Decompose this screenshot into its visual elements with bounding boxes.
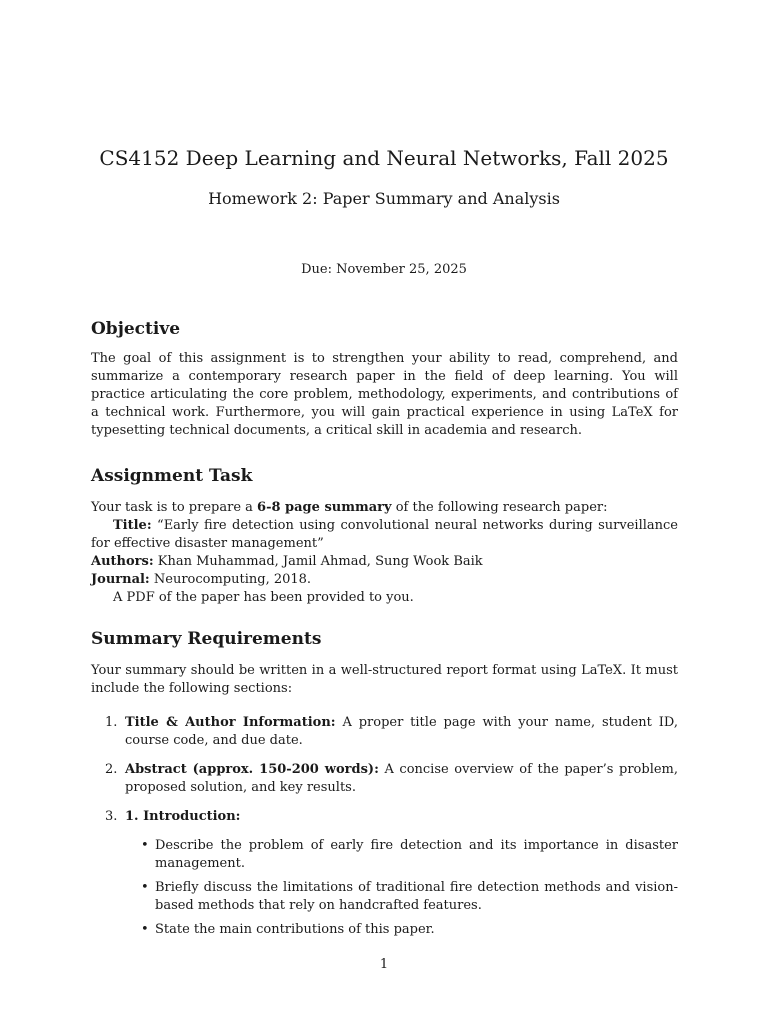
requirements-intro: Your summary should be written in a well-structured report format using LaTeX. It must include the following sections: — [91, 663, 678, 696]
requirements-list — [91, 714, 678, 826]
page-number: 1 — [379, 957, 389, 972]
paper-journal: Journal: Neurocomputing, 2018. — [91, 572, 312, 587]
course-title: CS4152 Deep Learning and Neural Networks, Fall 2025 — [99, 146, 669, 170]
due-date: Due: November 25, 2025 — [301, 262, 467, 277]
requirements-heading: Summary Requirements — [91, 629, 322, 649]
list-item: 1. Title & Author Information: A proper title page with your name, student ID, course code, and due date. — [105, 715, 678, 748]
list-item: 3. 1. Introduction: — [105, 809, 241, 824]
objective-section — [91, 318, 678, 440]
pdf-note: A PDF of the paper has been provided to you. — [113, 590, 414, 605]
paper-authors: Authors: Khan Muhammad, Jamil Ahmad, Sung Wook Baik — [91, 554, 483, 569]
homework-title: Homework 2: Paper Summary and Analysis — [208, 189, 560, 208]
list-item: 2. Abstract (approx. 150-200 words): A concise overview of the paper’s problem, proposed solution, and key results. — [105, 762, 679, 795]
list-item: • Describe the problem of early fire detection and its importance in disaster management. — [141, 838, 678, 871]
introduction-bullets — [91, 837, 678, 939]
list-item: • State the main contributions of this paper. — [141, 922, 435, 937]
objective-text: The goal of this assignment is to strengthen your ability to read, comprehend, and summarize a contemporary research paper in the field of deep learning. You will practice articulating the core problem, methodology, experiments, and contributions of a technical work. Furthermore, you will gain practical experience in using LaTeX for typesetting technical documents, a critical skill in academia and research. — [91, 351, 678, 438]
objective-heading: Objective — [91, 319, 181, 339]
list-item: • Briefly discuss the limitations of traditional fire detection methods and vision-based methods that rely on handcrafted features. — [141, 880, 678, 913]
task-intro: Your task is to prepare a 6-8 page summary of the following research paper: — [91, 500, 608, 515]
page-count: 6-8 page summary — [257, 500, 392, 515]
task-heading: Assignment Task — [91, 466, 253, 486]
task-section — [91, 465, 678, 607]
requirements-section — [91, 628, 678, 939]
paper-title: Title: “Early fire detection using convolutional neural networks during surveillance for effective disaster management” — [91, 518, 678, 551]
